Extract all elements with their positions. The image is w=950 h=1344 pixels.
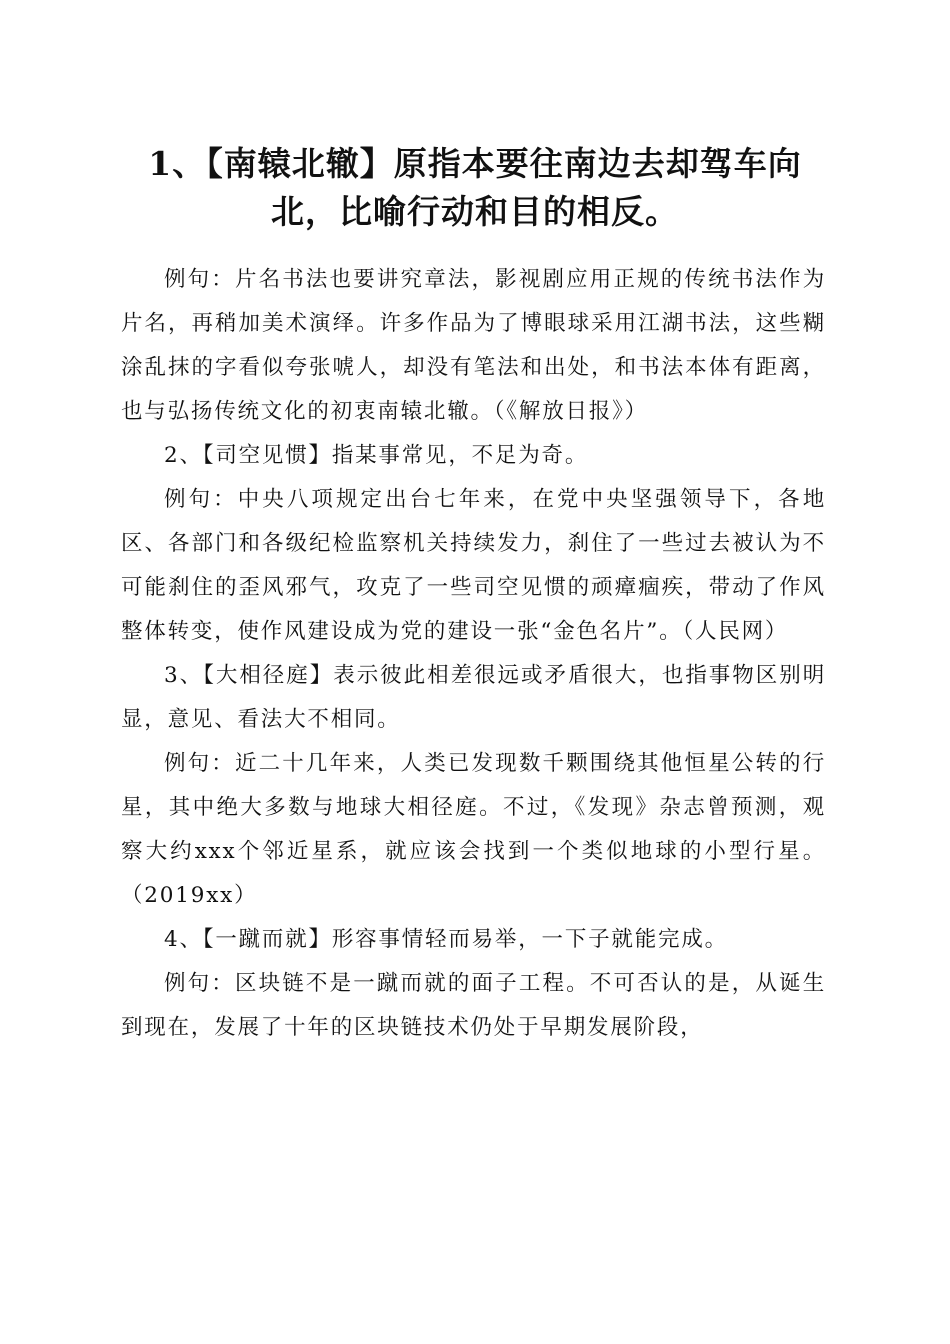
- document-title: [110, 140, 840, 236]
- title-line-1: 1、【南辕北辙】原指本要往南边去却驾车向: [148, 144, 802, 183]
- example-paragraph-1: 例句：片名书法也要讲究章法，影视剧应用正规的传统书法作为片名，再稍加美术演绎。许多作品为了博眼球采用江湖书法，这些糊涂乱抹的字看似夸张唬人，却没有笔法和出处，和书法本体有距离，也与弘扬传统文化的初衷南辕北辙。（《解放日报》）: [121, 267, 826, 424]
- idiom-definition-2: 2、【司空见惯】指某事常见，不足为奇。: [164, 443, 589, 468]
- idiom-definition-4: 4、【一蹴而就】形容事情轻而易举，一下子就能完成。: [164, 927, 728, 952]
- title-line-2: 北，比喻行动和目的相反。: [271, 192, 679, 231]
- idiom-definition-3: 3、【大相径庭】表示彼此相差很远或矛盾很大，也指事物区别明显，意见、看法大不相同。: [121, 663, 826, 732]
- example-paragraph-3: 例句：近二十几年来，人类已发现数千颗围绕其他恒星公转的行星，其中绝大多数与地球大相径庭。不过，《发现》杂志曾预测，观察大约xxx个邻近星系，就应该会找到一个类似地球的小型行星。（2019xx）: [121, 751, 826, 908]
- example-paragraph-2: 例句：中央八项规定出台七年来，在党中央坚强领导下，各地区、各部门和各级纪检监察机关持续发力，刹住了一些过去被认为不可能刹住的歪风邪气，攻克了一些司空见惯的顽瘴痼疾，带动了作风整体转变，使作风建设成为党的建设一张“金色名片”。（人民网）: [121, 487, 826, 644]
- example-paragraph-4: 例句：区块链不是一蹴而就的面子工程。不可否认的是，从诞生到现在，发展了十年的区块链技术仍处于早期发展阶段，: [121, 971, 826, 1040]
- document-body: [121, 258, 826, 1050]
